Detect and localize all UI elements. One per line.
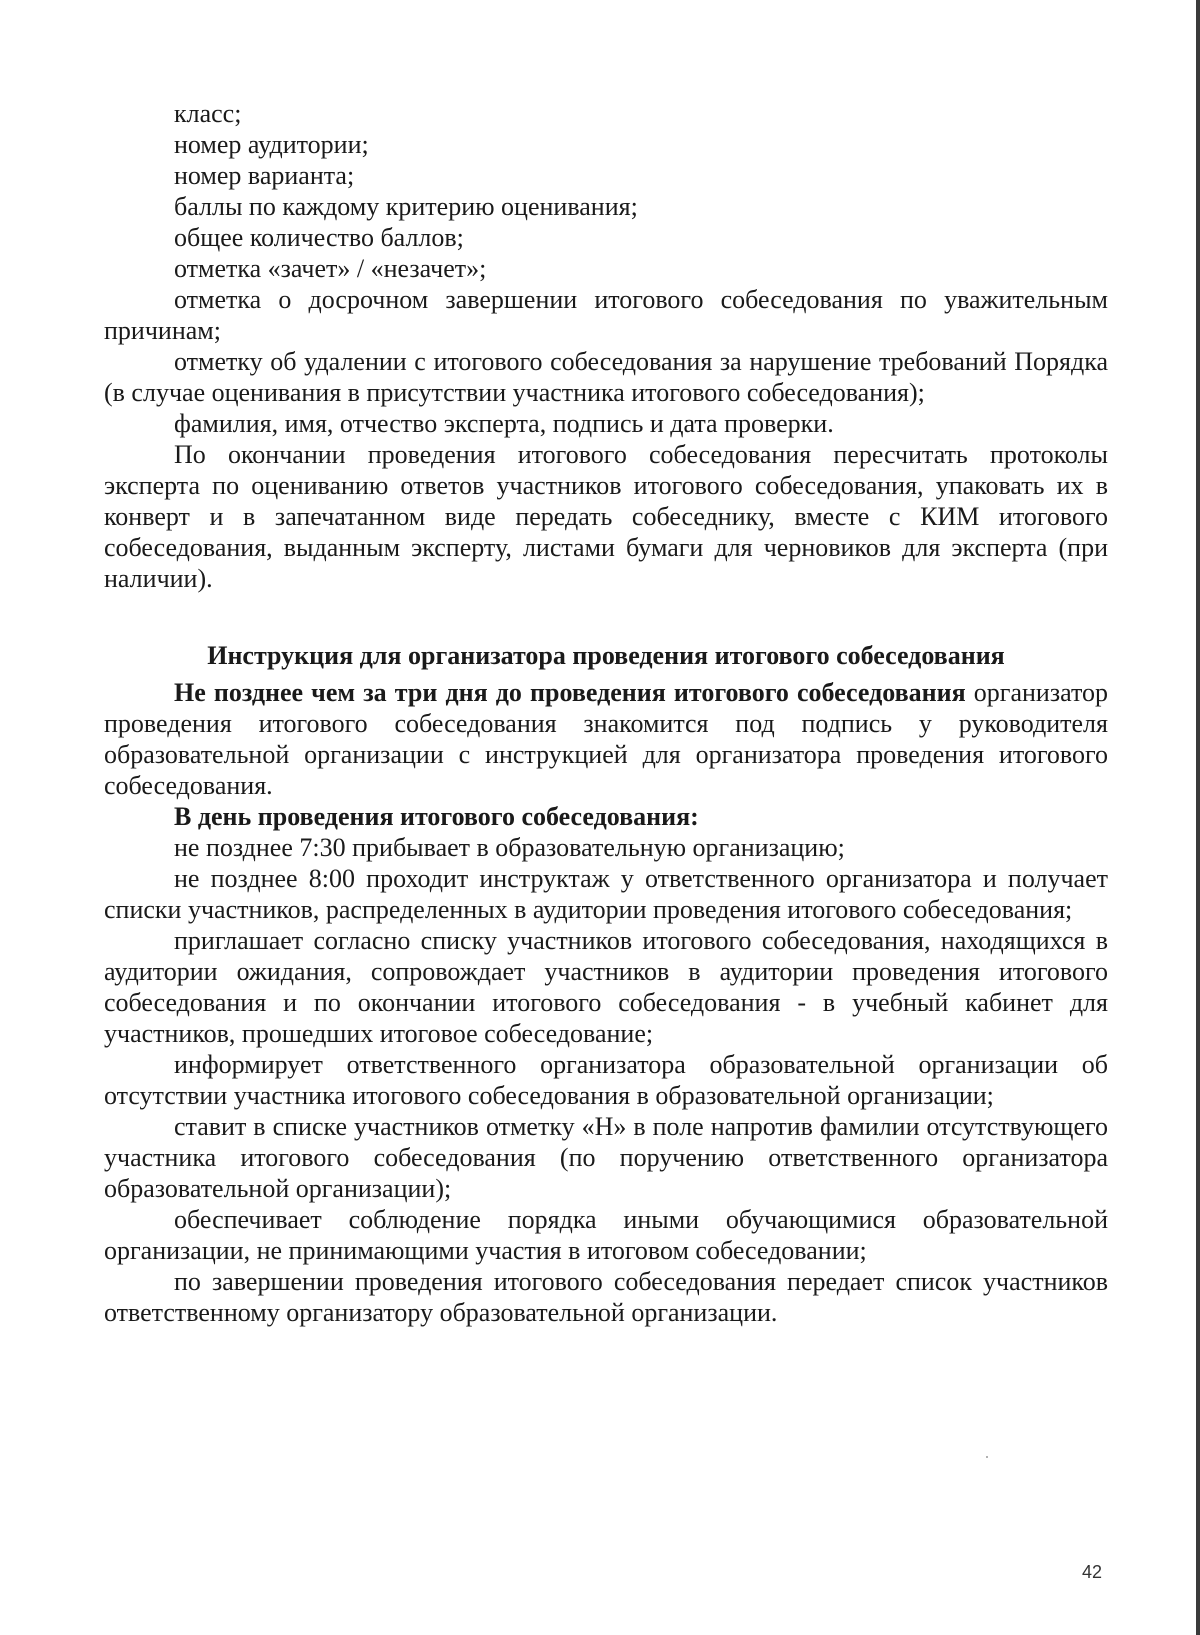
day-item: по завершении проведения итогового собеседования передает список участников ответственному организатору образовательной организации. — [104, 1267, 1108, 1327]
day-item: информирует ответственного организатора образовательной организации об отсутствии участника итогового собеседования в образовательной организации; — [104, 1050, 1108, 1110]
closing-paragraph: По окончании проведения итогового собеседования пересчитать протоколы эксперта по оцениванию ответов участников итогового собеседования, упаковать их в конверт и в запечатанном виде передать собеседнику, вместе с КИМ итогового собеседования, выданным эксперту, листами бумаги для черновиков для эксперта (при наличии). — [104, 440, 1108, 593]
day-heading: В день проведения итогового собеседования: — [174, 802, 699, 831]
list-item: номер варианта; — [174, 161, 355, 190]
list-item: отметка о досрочном завершении итогового собеседования по уважительным причинам; — [104, 285, 1108, 345]
list-item: общее количество баллов; — [174, 223, 464, 252]
list-item: баллы по каждому критерию оценивания; — [174, 192, 638, 221]
list-item: номер аудитории; — [174, 130, 369, 159]
list-item: отметка «зачет» / «незачет»; — [174, 254, 487, 283]
day-item: ставит в списке участников отметку «Н» в поле напротив фамилии отсутствующего участника итогового собеседования (по поручению ответственного организатора образовательной организации); — [104, 1112, 1108, 1203]
day-item: не позднее 8:00 проходит инструктаж у ответственного организатора и получает списки участников, распределенных в аудитории проведения итогового собеседования; — [104, 864, 1108, 924]
page-number: 42 — [1082, 1562, 1103, 1582]
intro-rest: организатор проведения итогового собеседования знакомится под подпись у руководителя образовательной организации с инструкцией для организатора проведения итогового собеседования. — [104, 678, 1108, 800]
intro-bold-lead: Не позднее чем за три дня до проведения итогового собеседования — [174, 678, 966, 707]
list-item: отметку об удалении с итогового собеседования за нарушение требований Порядка (в случае оценивания в присутствии участника итогового собеседования); — [104, 347, 1108, 407]
document-body — [104, 98, 1108, 1328]
list-item: класс; — [174, 99, 242, 128]
day-item: не позднее 7:30 прибывает в образовательную организацию; — [174, 833, 845, 862]
day-item: приглашает согласно списку участников итогового собеседования, находящихся в аудитории ожидания, сопровождает участников в аудитории проведения итогового собеседования и по окончании итогового собеседования - в учебный кабинет для участников, прошедших итоговое собеседование; — [104, 926, 1108, 1048]
list-item: фамилия, имя, отчество эксперта, подпись и дата проверки. — [174, 409, 834, 438]
intro-paragraph — [104, 677, 1108, 801]
scan-edge — [1196, 0, 1200, 1635]
scan-speck — [986, 1456, 988, 1458]
day-item: обеспечивает соблюдение порядка иными обучающимися образовательной организации, не принимающими участия в итоговом собеседовании; — [104, 1205, 1108, 1265]
section-heading: Инструкция для организатора проведения итогового собеседования — [207, 641, 1005, 670]
